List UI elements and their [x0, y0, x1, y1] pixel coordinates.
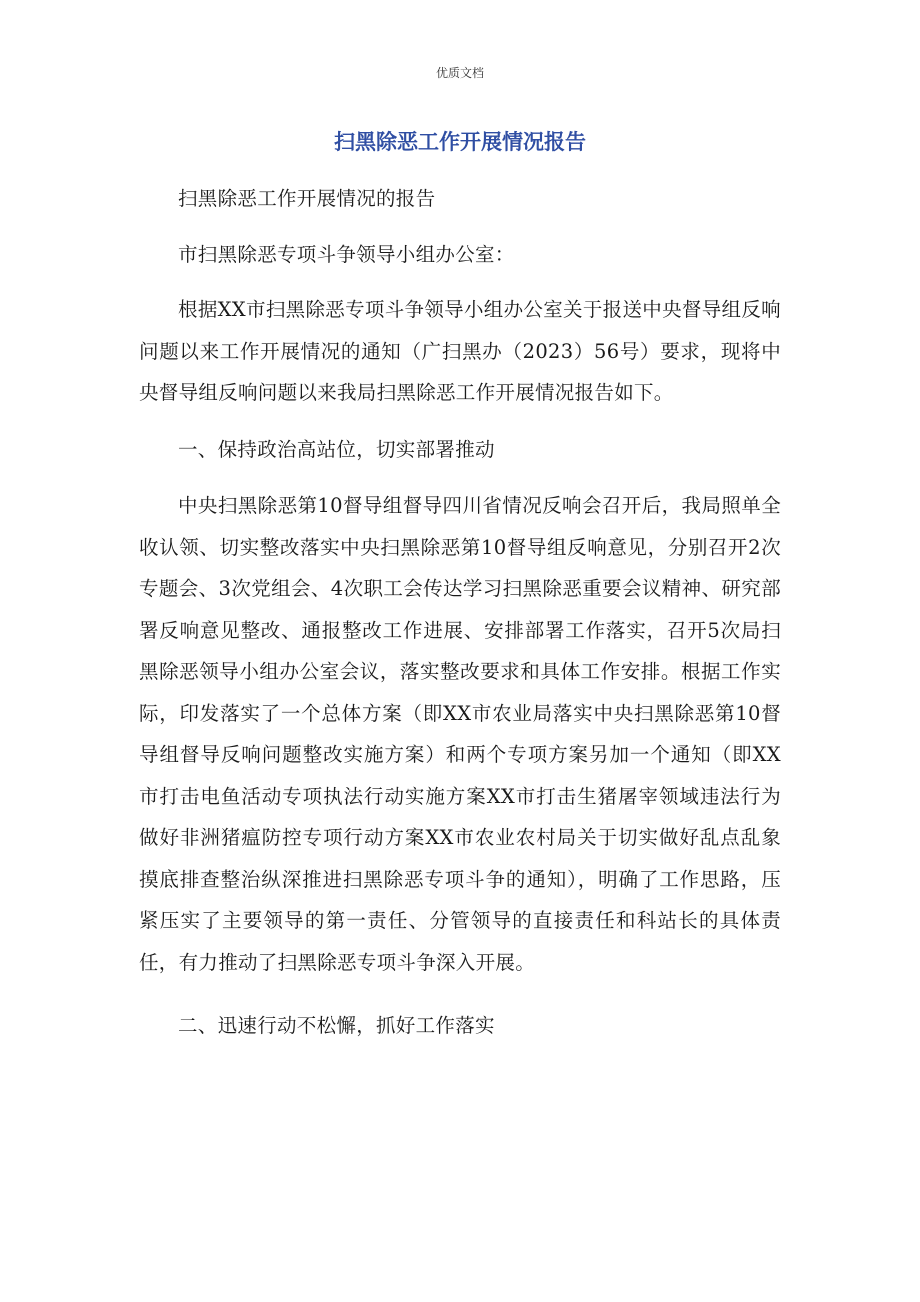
document-title: 扫黑除恶工作开展情况报告: [334, 130, 586, 154]
document-body: [139, 178, 781, 1047]
header-note: 优质文档: [435, 66, 484, 80]
report-subtitle: 扫黑除恶工作开展情况的报告: [178, 187, 436, 210]
section-2-heading: 二、迅速行动不松懈，抓好工作落实: [178, 1014, 495, 1037]
section-1-body: 中央扫黑除恶第10督导组督导四川省情况反响会召开后，我局照单全收认领、切实整改落实中央扫黑除恶第10督导组反响意见，分别召开2次专题会、3次党组会、4次职工会传达学习扫黑除恶重要会议精神、研究部署反响意见整改、通报整改工作进展、安排部署工作落实，召开5次局扫黑除恶领导小组办公室会议，落实整改要求和具体工作安排。根据工作实际，印发落实了一个总体方案（即XX市农业局落实中央扫黑除恶第10督导组督导反响问题整改实施方案）和两个专项方案另加一个通知（即XX市打击电鱼活动专项执法行动实施方案XX市打击生猪屠宰领域违法行为做好非洲猪瘟防控专项行动方案XX市农业农村局关于切实做好乱点乱象摸底排查整治纵深推进扫黑除恶专项斗争的通知），明确了工作思路，压紧压实了主要领导的第一责任、分管领导的直接责任和科站长的具体责任，有力推动了扫黑除恶专项斗争深入开展。: [139, 494, 781, 974]
section-1-heading: 一、保持政治高站位，切实部署推动: [178, 437, 495, 461]
addressee: 市扫黑除恶专项斗争领导小组办公室：: [178, 242, 515, 266]
intro-paragraph: 根据XX市扫黑除恶专项斗争领导小组办公室关于报送中央督导组反响问题以来工作开展情况的通知（广扫黑办（2023）56号）要求，现将中央督导组反响问题以来我局扫黑除恶工作开展情况报告如下。: [139, 298, 781, 404]
